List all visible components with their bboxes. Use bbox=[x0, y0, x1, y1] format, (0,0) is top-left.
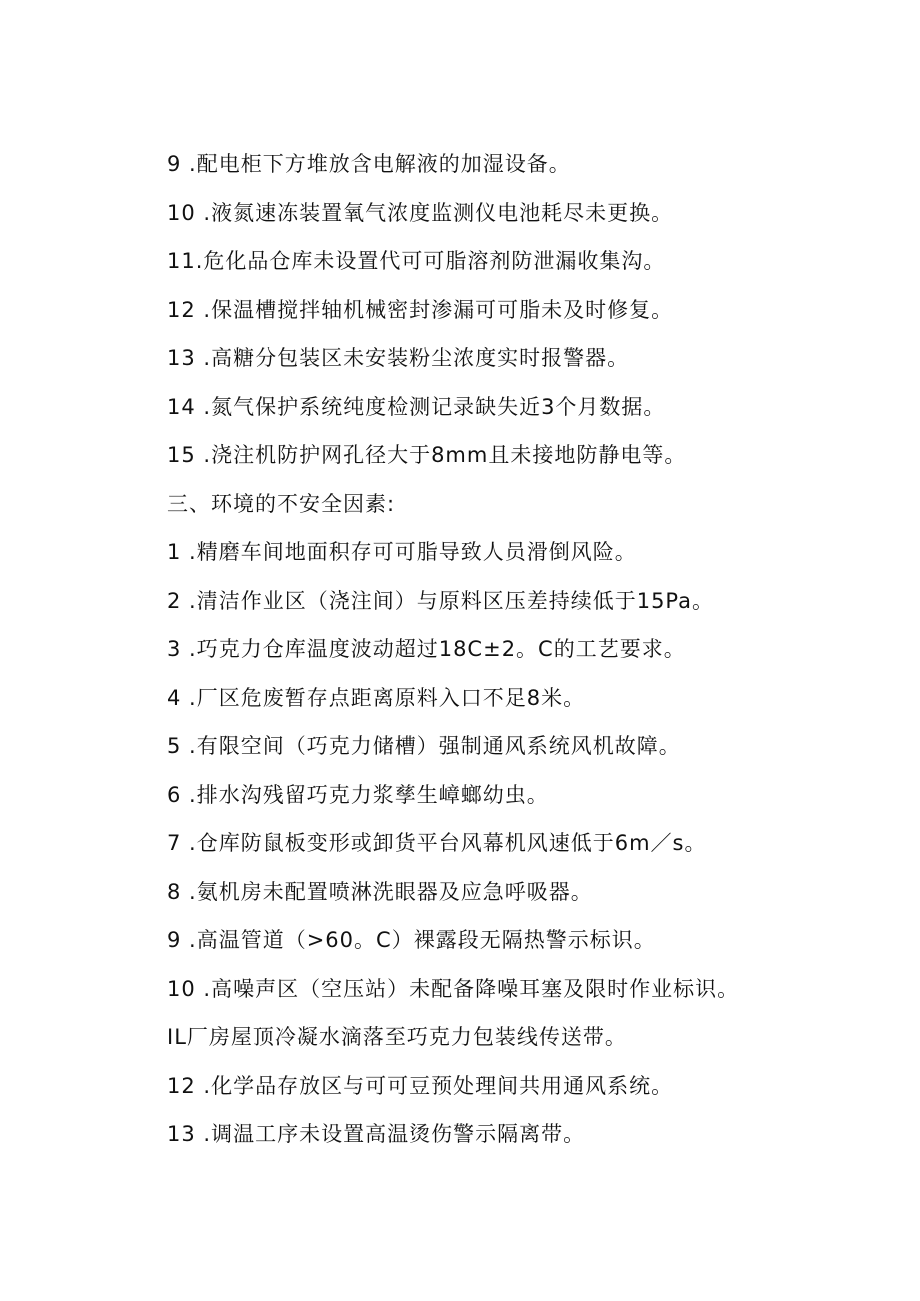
list-item: 3 .巧克力仓库温度波动超过18C±2。C的工艺要求。 bbox=[167, 637, 686, 661]
list-item: 13 .调温工序未设置高温烫伤警示隔离带。 bbox=[167, 1122, 586, 1146]
list-item: 5 .有限空间（巧克力储槽）强制通风系统风机故障。 bbox=[167, 734, 681, 758]
list-item: 7 .仓库防鼠板变形或卸货平台风幕机风速低于6m／s。 bbox=[167, 831, 707, 855]
list-item: 1 .精磨车间地面积存可可脂导致人员滑倒风险。 bbox=[167, 540, 637, 564]
list-item: 10 .高噪声区（空压站）未配备降噪耳塞及限时作业标识。 bbox=[167, 976, 740, 1001]
list-item: IL厂房屋顶冷凝水滴落至巧克力包装线传送带。 bbox=[167, 1025, 627, 1049]
list-item: 10 .液氮速冻装置氧气浓度监测仪电池耗尽未更换。 bbox=[167, 200, 674, 225]
section-heading: 三、环境的不安全因素: bbox=[167, 491, 396, 516]
list-item: 15 .浇注机防护网孔径大于8mm且未接地防静电等。 bbox=[167, 443, 687, 467]
hazard-list bbox=[167, 140, 847, 1159]
list-item: 12 .化学品存放区与可可豆预处理间共用通风系统。 bbox=[167, 1073, 674, 1098]
list-item: 9 .配电柜下方堆放含电解液的加湿设备。 bbox=[167, 152, 571, 176]
list-item: 4 .厂区危废暂存点距离原料入口不足8米。 bbox=[167, 685, 586, 710]
list-item: 12 .保温槽搅拌轴机械密封渗漏可可脂未及时修复。 bbox=[167, 297, 674, 322]
list-item: 8 .氨机房未配置喷淋洗眼器及应急呼吸器。 bbox=[167, 879, 593, 904]
list-item: 6 .排水沟残留巧克力浆孳生嶂螂幼虫。 bbox=[167, 782, 549, 807]
list-item: 13 .高糖分包装区未安装粉尘浓度实时报警器。 bbox=[167, 346, 630, 370]
list-item: 11.危化品仓库未设置代可可脂溶剂防泄漏收集沟。 bbox=[167, 249, 666, 273]
list-item: 14 .氮气保护系统纯度检测记录缺失近3个月数据。 bbox=[167, 394, 666, 419]
list-item: 2 .清洁作业区（浇注间）与原料区压差持续低于15Pa。 bbox=[167, 588, 715, 613]
list-item: 9 .高温管道（>60。C）裸露段无隔热警示标识。 bbox=[167, 928, 656, 952]
